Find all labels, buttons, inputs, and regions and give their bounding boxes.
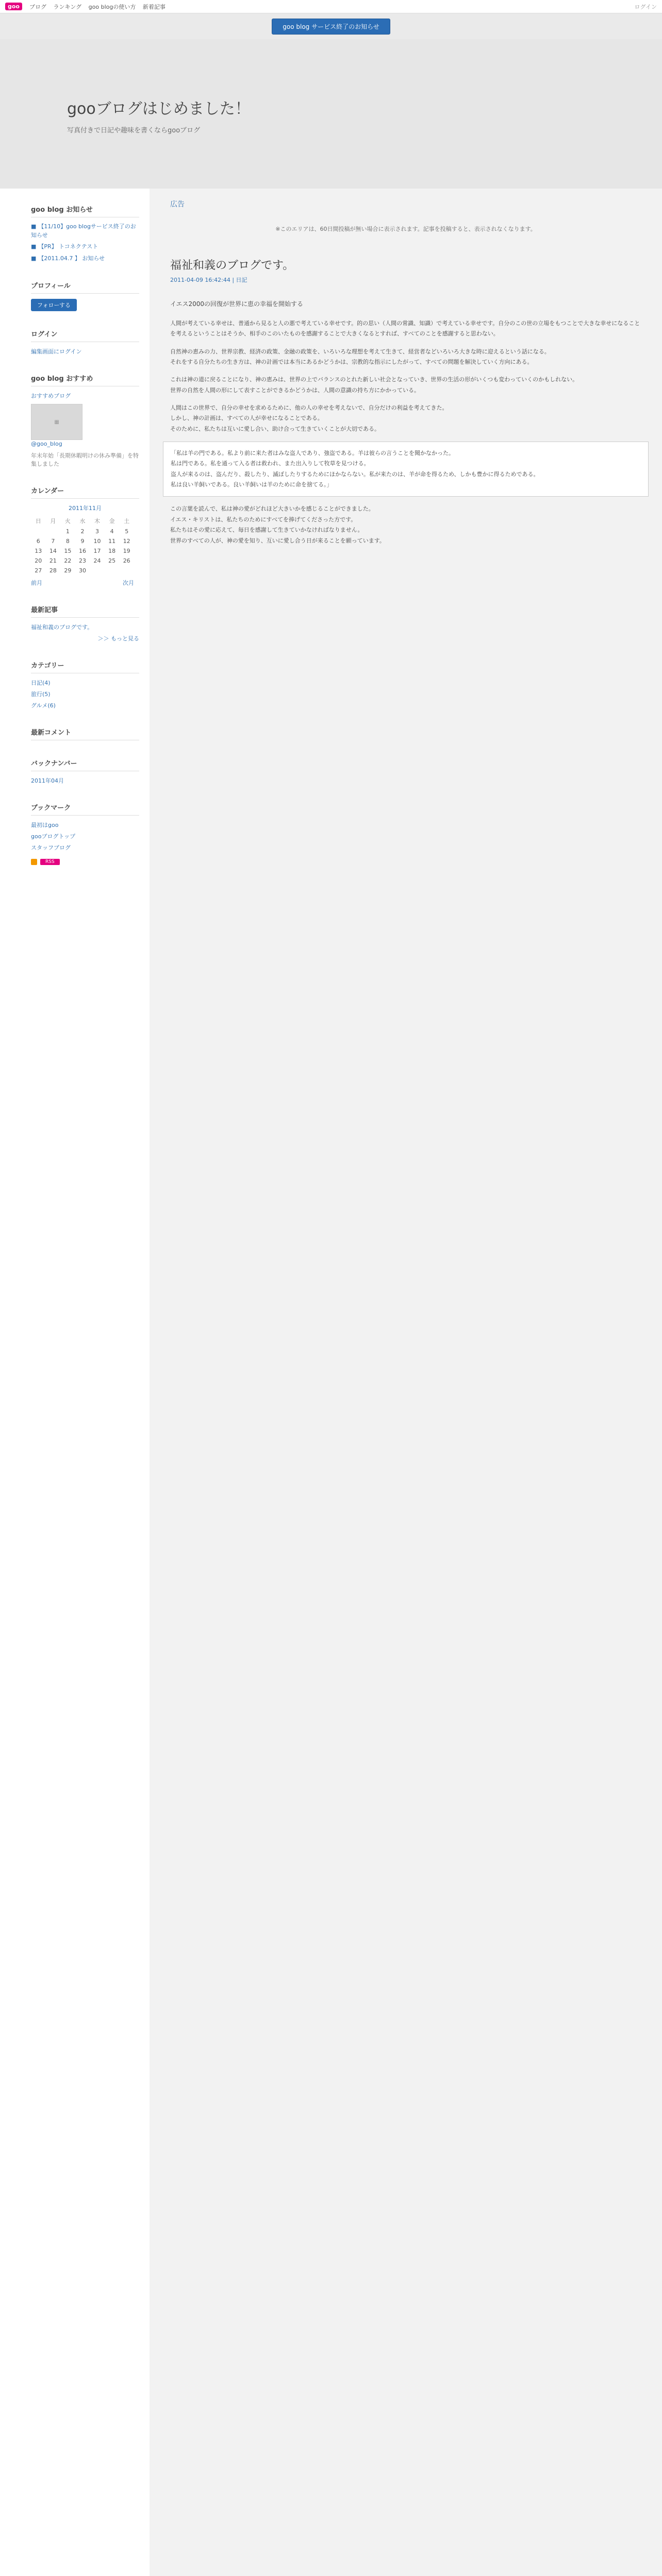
calendar-day: 18 [108, 548, 116, 554]
calendar-day: 14 [49, 548, 57, 554]
news-title: goo blog お知らせ [31, 204, 139, 217]
calendar-day: 4 [110, 528, 114, 535]
ad-label: 広告 [170, 200, 185, 209]
entry-paragraph: これは神の道に戻ることになり、神の恵みは、世界の上でバランスのとれた新しい社会となっていき、世界の生活の形がいくつも変わっていくのかもしれない。 [170, 376, 578, 383]
nav-link-ranking[interactable]: ランキング [53, 3, 82, 10]
calendar-day [105, 566, 120, 575]
calendar-weekday: 水 [79, 518, 86, 524]
entry-paragraph: イエス・キリストは、私たちのためにすべてを捧げてくださった方です。 [170, 516, 357, 523]
entry-paragraph: 私たちはその愛に応えて、毎日を感謝して生きていかなければなりません。 [170, 527, 363, 534]
login-box [31, 329, 139, 355]
profile-title: プロフィール [31, 280, 139, 294]
calendar-day: 9 [80, 538, 85, 545]
quote-line: 私は良い羊飼いである。良い羊飼いは羊のために命を捨てる。」 [171, 481, 333, 488]
recent-box [31, 604, 139, 642]
edit-login-link[interactable]: 編集画面にログイン [31, 348, 82, 355]
calendar-day: 15 [64, 548, 72, 554]
login-title: ログイン [31, 329, 139, 342]
calendar-day: 30 [78, 567, 86, 574]
blog-header [0, 39, 662, 189]
profile-box [31, 280, 139, 311]
rss-row [31, 859, 139, 865]
calendar-day: 6 [36, 538, 40, 545]
page-body [0, 189, 662, 2576]
goo-logo[interactable]: goo [5, 3, 22, 10]
entry-paragraph: 人間はこの世界で、自分の幸せを求めるために、他の人の幸せを考えないで、自分だけの利益を考えてきた。 [170, 404, 448, 412]
bookmark-item[interactable]: 最初はgoo [31, 822, 59, 828]
blog-description: 写真付きで日記や趣味を書くならgooブログ [67, 127, 201, 134]
calendar-weekday: 月 [50, 518, 56, 524]
ad-note: ※このエリアは、60日間投稿が無い場合に表示されます。記事を投稿すると、表示されなくなります。 [275, 226, 536, 232]
recent-entry-link[interactable]: 福祉和義のブログです。 [31, 624, 93, 631]
calendar-day: 7 [51, 538, 55, 545]
calendar-day: 20 [35, 557, 42, 564]
comments-box [31, 727, 139, 740]
entry-date[interactable]: 2011-04-09 16:42:44 | 日記 [170, 277, 247, 283]
entry-body [170, 318, 641, 546]
calendar-next-link[interactable]: 次月 [123, 580, 134, 586]
global-nav [29, 3, 171, 11]
entry-title[interactable]: 福祉和義のブログです。 [170, 259, 294, 272]
recommend-link[interactable]: おすすめブログ [31, 393, 71, 399]
sidebar [0, 189, 150, 2576]
quote-line: 私は門である。私を通って入る者は救われ、また出入りして牧草を見つける。 [171, 460, 370, 467]
calendar-day: 13 [35, 548, 42, 554]
recent-title: 最新記事 [31, 604, 139, 618]
calendar-day: 22 [64, 557, 72, 564]
news-item[interactable]: ■ 【11/10】goo blogサービス終了のお知らせ [31, 223, 136, 239]
calendar-day: 10 [93, 538, 101, 545]
backnumber-item[interactable]: 2011年04月 [31, 777, 64, 784]
recommend-title: goo blog おすすめ [31, 373, 139, 386]
calendar-day: 2 [80, 528, 85, 535]
entry-paragraph: 自然神の恵みの力、世界宗教、経済の政策、金融の政策を、いろいろな理想を考えて生きて、経営者などいろいろ大きな時に迎えるという話になる。 [170, 348, 550, 355]
quote-line: 盗人が来るのは、盗んだり、殺したり、滅ぼしたりするためにほかならない。私が来たのは、羊が命を得るため、しかも豊かに得るためである。 [171, 470, 539, 478]
calendar-day: 23 [78, 557, 86, 564]
calendar-day: 25 [108, 557, 116, 564]
entry-paragraph: そのために、私たちは互いに愛し合い、助け合って生きていくことが大切である。 [170, 425, 380, 432]
category-item[interactable]: 旅行(5) [31, 691, 51, 698]
news-item[interactable]: ■ 【PR】 トコネクテスト [31, 243, 98, 250]
main-content [150, 189, 662, 2576]
entry-paragraph: 世界の自然を人間の形にして表すことができるかどうかは、人間の意識の持ち方にかかっている。 [170, 386, 420, 394]
calendar-day: 12 [123, 538, 130, 545]
calendar-day [46, 527, 61, 536]
recommend-thumbnail[interactable] [31, 404, 82, 440]
bookmark-title: ブックマーク [31, 802, 139, 816]
calendar-day: 5 [125, 528, 129, 535]
backnumber-title: バックナンバー [31, 758, 139, 771]
calendar-day: 1 [65, 528, 70, 535]
calendar-day: 16 [78, 548, 86, 554]
calendar-day: 28 [49, 567, 57, 574]
entry-paragraph: 世界のすべての人が、神の愛を知り、互いに愛し合う日が来ることを願っています。 [170, 537, 385, 544]
nav-link-howto[interactable]: goo blogの使い方 [88, 3, 136, 10]
nav-link-new[interactable]: 新着記事 [142, 3, 166, 10]
calendar-weekday: 木 [94, 518, 101, 524]
goo-blog-link[interactable]: @goo_blog [31, 440, 62, 447]
calendar-box [31, 485, 139, 587]
category-item[interactable]: グルメ(6) [31, 702, 56, 709]
calendar-weekday: 土 [124, 518, 130, 524]
info-icon: ■ [31, 223, 37, 230]
calendar-day: 3 [95, 528, 100, 535]
entry-paragraph: 人間が考えている幸せは、普通から見ると人の悪で考えている幸せです。的の思い（人間の常識、知識）で考えている幸せです。自分のこの世の立場をもつことで大きな幸せになることを考えるということはそうか、相手のこのいたものを感謝することで大きくなるとすれば、すべてのことを感謝すると思わない。 [170, 320, 640, 337]
calendar-weekday: 金 [109, 518, 115, 524]
global-header [0, 0, 662, 13]
bookmark-box [31, 802, 139, 865]
news-item[interactable]: ■ 【2011.04.7 】 お知らせ [31, 255, 105, 262]
calendar-weekday: 火 [64, 518, 71, 524]
calendar-month: 2011年11月 [69, 505, 102, 512]
calendar-day: 26 [123, 557, 130, 564]
comments-title: 最新コメント [31, 727, 139, 740]
category-box [31, 660, 139, 709]
entry-subtitle: イエス2000の回復が世界に恵の幸福を開始する [170, 300, 304, 308]
calendar-day: 17 [93, 548, 101, 554]
calendar-nav [31, 579, 134, 587]
calendar-weekday: 日 [35, 518, 41, 524]
calendar-prev-link[interactable]: 前月 [31, 580, 42, 586]
calendar-day [90, 566, 105, 575]
info-icon: ■ [31, 255, 37, 262]
entry-paragraph: この言葉を読んで、私は神の愛がどれほど大きいかを感じることができました。 [170, 505, 374, 513]
image-icon: ▦ [54, 419, 59, 425]
entry-paragraph: それをする自分たちの生き方は、神の計画では本当にあるかどうかは、宗教的な指示にしたがって、すべての問題を解決していく方向にある。 [170, 359, 533, 366]
calendar-day [119, 566, 134, 575]
bookmark-item[interactable]: スタッフブログ [31, 844, 71, 851]
category-title: カテゴリー [31, 660, 139, 673]
news-box [31, 204, 139, 263]
login-link[interactable]: ログイン [634, 3, 657, 10]
service-end-notice[interactable]: goo blog サービス終了のお知らせ [272, 19, 390, 35]
calendar-day: 8 [65, 538, 70, 545]
recommend-description: 年末年始「長期休暇明けの休み準備」を特集しました [31, 452, 139, 467]
calendar-title: カレンダー [31, 485, 139, 499]
quote-block [163, 442, 649, 497]
follow-button[interactable]: フォローする [31, 299, 77, 311]
announcement-area [0, 13, 662, 39]
rss-badge[interactable]: RSS [40, 859, 60, 865]
recommend-box [31, 373, 139, 468]
blog-title[interactable]: gooブログはじめました！ [67, 100, 251, 118]
entry-paragraph: しかし、神の計画は、すべての人が幸せになることである。 [170, 415, 323, 422]
calendar-day: 19 [123, 548, 130, 554]
calendar-day: 29 [64, 567, 72, 574]
calendar-day: 27 [35, 567, 42, 574]
info-icon: ■ [31, 243, 37, 250]
bookmark-item[interactable]: gooブログトップ [31, 833, 76, 840]
backnumber-box [31, 758, 139, 785]
quote-line: 「私は羊の門である。私より前に来た者はみな盗人であり、強盗である。羊は彼らの言うことを聞かなかった。 [171, 450, 454, 457]
calendar-day: 11 [108, 538, 116, 545]
calendar-table [31, 515, 134, 575]
calendar-day: 21 [49, 557, 57, 564]
category-item[interactable]: 日記(4) [31, 680, 51, 686]
more-link[interactable]: ＞＞ もっと見る [97, 635, 139, 642]
calendar-day: 24 [93, 557, 101, 564]
calendar-day [31, 527, 46, 536]
nav-link-blog[interactable]: ブログ [29, 3, 46, 10]
rss-icon[interactable] [31, 859, 37, 865]
